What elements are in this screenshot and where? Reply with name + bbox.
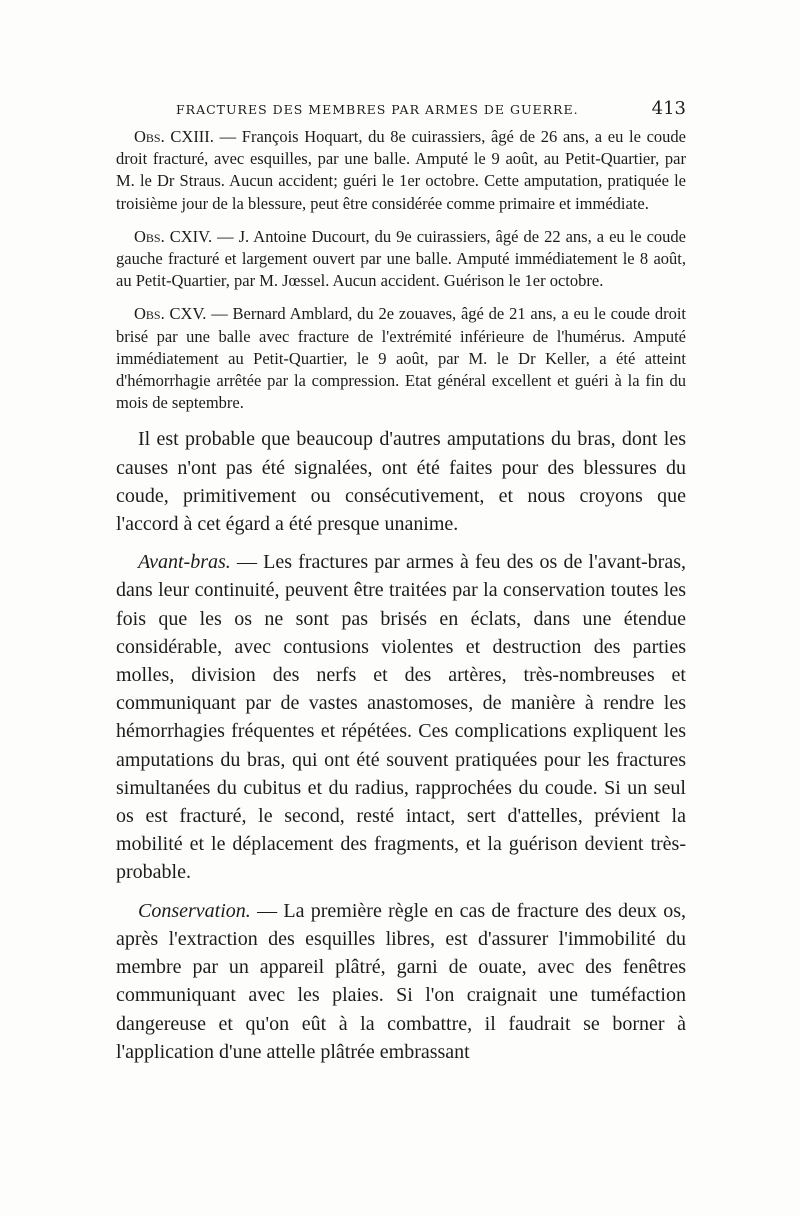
- observation-text: — J. Antoine Ducourt, du 9e cuirassiers, âgé de 22 ans, a eu le coude gauche fracturé et largement ouvert par une balle. Amputé immédiatement le 8 août, au Petit-Quartier, par M. Jœssel. Aucun accident. Guérison le 1er octobre.: [116, 226, 686, 291]
- book-page: [116, 98, 686, 1076]
- observation-label: Obs. CXV.: [134, 304, 207, 324]
- page-header: [116, 98, 686, 122]
- observation-label: Obs. CXIV.: [134, 226, 213, 246]
- observation-text: — Bernard Amblard, du 2e zouaves, âgé de 21 ans, a eu le coude droit brisé par une balle avec fracture de l'extrémité inférieure de l'humérus. Amputé immédiatement au Petit-Quartier, le 9 août, par M. le Dr Keller, a été atteint d'hémorrhagie arrêtée par la compression. Etat général excellent et guéri à la fin du mois de septembre.: [116, 304, 686, 413]
- paragraph-avant-bras: [116, 548, 686, 886]
- observation-text: — François Hoquart, du 8e cuirassiers, âgé de 26 ans, a eu le coude droit fracturé, avec esquilles, par une balle. Amputé le 9 août, au Petit-Quartier, par M. le Dr Straus. Aucun accident; guéri le 1er octobre. Cette amputation, pratiquée le troisième jour de la blessure, peut être considérée comme primaire et immédiate.: [116, 127, 686, 213]
- observation-cxiv: [116, 226, 686, 293]
- paragraph-lead: Avant-bras.: [138, 551, 231, 574]
- running-title: FRACTURES DES MEMBRES PAR ARMES DE GUERRE.: [176, 102, 579, 117]
- observation-cxv: [116, 303, 686, 414]
- paragraph-amputations: [116, 425, 686, 538]
- paragraph-lead: Conservation.: [138, 899, 251, 922]
- page-number: 413: [651, 98, 686, 119]
- paragraph-text: — Les fractures par armes à feu des os de l'avant-bras, dans leur continuité, peuvent être traitées par la conservation toutes les fois que les os ne sont pas brisés en éclats, dans une étendue considérable, avec contusions violentes et destruction des parties molles, division des nerfs et des artères, très-nombreuses et communiquant par de vastes anastomoses, de manière à rendre les hémorrhagies fréquentes et répétées. Ces complications expliquent les amputations du bras, qui ont été souvent pratiquées pour les fractures simultanées du cubitus et du radius, rapprochées du coude. Si un seul os est fracturé, le second, resté intact, sert d'attelles, prévient la mobilité et le déplacement des fragments, et la guérison devient très-probable.: [116, 551, 686, 884]
- paragraph-text: Il est probable que beaucoup d'autres amputations du bras, dont les causes n'ont pas été signalées, ont été faites pour des blessures du coude, primitivement ou consécutivement, et nous croyons que l'accord à cet égard a été presque unanime.: [116, 428, 686, 536]
- observation-cxiii: [116, 126, 686, 215]
- observation-label: Obs. CXIII.: [134, 127, 214, 146]
- paragraph-conservation: [116, 897, 686, 1066]
- paragraph-text: — La première règle en cas de fracture des deux os, après l'extraction des esquilles libres, est d'assurer l'immobilité du membre par un appareil plâtré, garni de ouate, avec des fenêtres communiquant avec les plaies. Si l'on craignait une tuméfaction dangereuse et qu'on eût à la combattre, il faudrait se borner à l'application d'une attelle plâtrée embrassant: [116, 899, 686, 1063]
